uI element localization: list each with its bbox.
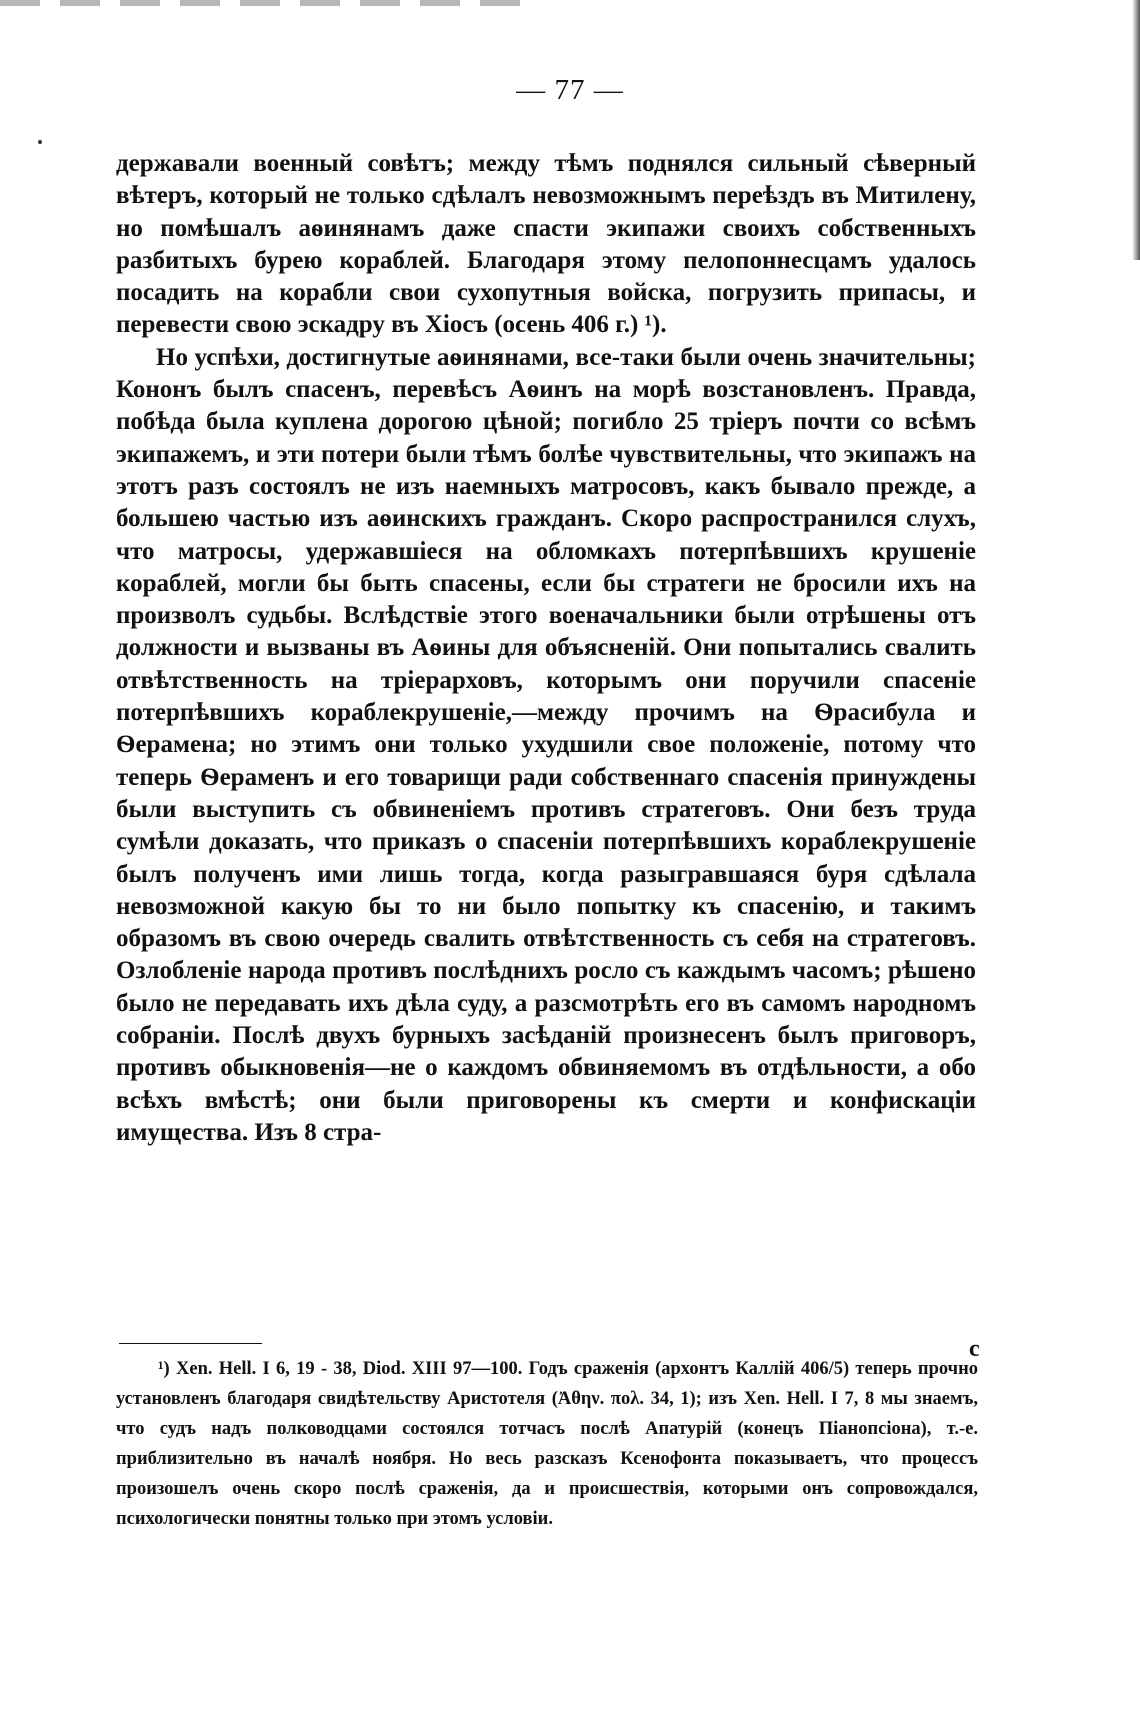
footnote-divider xyxy=(119,1343,262,1344)
footnote-text: Xen. Hell. I 6, 19 - 38, Diod. XIII 97—100. Годъ сраженія (архонтъ Каллій 406/5) теперь прочно установленъ благодаря свидѣтельству Аристотеля (Ἀθην. πολ. 34, 1); изъ Xen. Hell. I 7, 8 мы знаемъ, что судъ надъ полководцами состоялся тотчасъ послѣ Апатурій (конецъ Піанопсіона), т.-е. приблизительно въ началѣ ноября. Но весь разсказъ Ксенофонта показываетъ, что процессъ произошелъ очень скоро послѣ сраженія, да и происшествія, которыми онъ сопровождался, психологически понятны только при этомъ условіи. xyxy=(116,1359,978,1529)
paragraph: Но успѣхи, достигнутые аѳинянами, все-таки были очень значительны; Кононъ былъ спасенъ, перевѣсъ Аѳинъ на морѣ возстановленъ. Правда, побѣда была куплена дорогою цѣной; погибло 25 тріеръ почти со всѣмъ экипажемъ, и эти потери были тѣмъ болѣе чувствительны, что экипажъ на этотъ разъ состоялъ не изъ наемныхъ матросовъ, какъ бывало прежде, а большею частью изъ аѳинскихъ гражданъ. Скоро распространился слухъ, что матросы, удержавшіеся на обломкахъ потерпѣвшихъ крушеніе кораблей, могли бы быть спасены, если бы стратеги не бросили ихъ на произволъ судьбы. Вслѣдствіе этого военачальники были отрѣшены отъ должности и вызваны въ Аѳины для объясненій. Они попытались свалить отвѣтственность на тріерарховъ, которымъ они поручили спасеніе потерпѣвшихъ кораблекрушеніе,—между прочимъ на Ѳрасибула и Ѳерамена; но этимъ они только ухудшили свое положеніе, потому что теперь Ѳераменъ и его товарищи ради собственнаго спасенія принуждены были выступить съ обвиненіемъ противъ стратеговъ. Они безъ труда сумѣли доказать, что приказъ о спасеніи потерпѣвшихъ кораблекрушеніе былъ полученъ ими лишь тогда, когда разыгравшаяся буря сдѣлала невозможной какую бы то ни было попытку къ спасенію, и такимъ образомъ въ свою очередь свалить отвѣтственность съ себя на стратеговъ. Озлобленіе народа противъ послѣднихъ росло съ каждымъ часомъ; рѣшено было не передавать ихъ дѣла суду, а разсмотрѣть его въ самомъ народномъ собраніи. Послѣ двухъ бурныхъ засѣданій произнесенъ былъ приговоръ, противъ обыкновенія—не о каждомъ обвиняемомъ въ отдѣльности, а обо всѣхъ вмѣстѣ; они были приговорены къ смерти и конфискаціи имущества. Изъ 8 стра- xyxy=(116,343,976,1146)
paragraph: державали военный совѣтъ; между тѣмъ поднялся сильный сѣверный вѣтеръ, который не только сдѣлалъ невозможнымъ переѣздъ въ Митилену, но помѣшалъ аѳинянамъ даже спасти экипажи своихъ собственныхъ разбитыхъ бурею кораблей. Благодаря этому пелопоннесцамъ удалось посадить на корабли свои сухопутныя войска, погрузить припасы, и перевести свою эскадру въ Хіосъ (осень 406 г.) ¹). xyxy=(116,150,976,339)
scan-edge-artifact xyxy=(0,0,540,6)
footnote-marker: ¹) xyxy=(158,1359,170,1379)
scan-shadow-artifact xyxy=(1132,0,1140,260)
main-text xyxy=(116,148,976,1149)
stray-mark: c xyxy=(969,1336,980,1362)
page-number: — 77 — xyxy=(516,74,624,106)
footnote xyxy=(116,1354,978,1534)
scan-speck xyxy=(38,140,42,144)
